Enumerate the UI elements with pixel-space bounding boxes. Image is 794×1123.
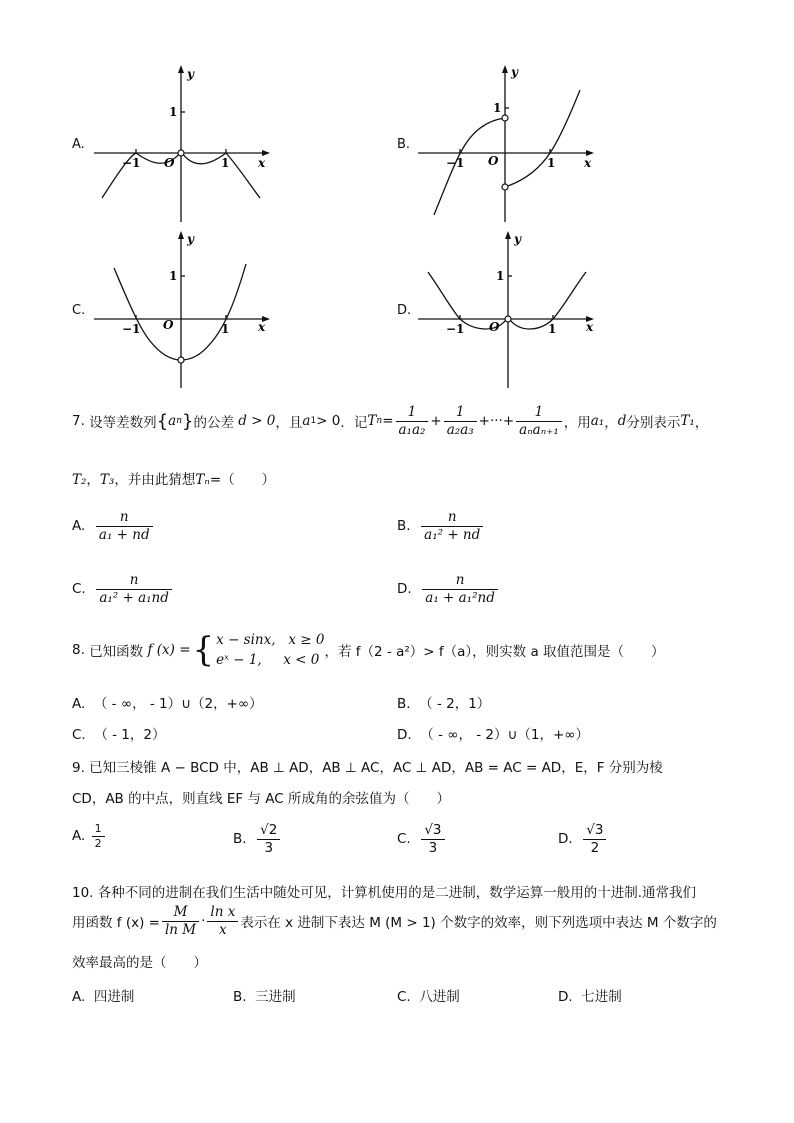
q9-option-a[interactable]: A. $\frac{1}{2}$ bbox=[72, 822, 107, 851]
svg-text:1: 1 bbox=[493, 101, 502, 115]
y-label: y bbox=[187, 67, 194, 81]
q7-option-d[interactable]: D. $\frac{n}{\text{a₁ + a₁²nd}}$ bbox=[397, 572, 500, 607]
svg-text:x: x bbox=[584, 156, 592, 170]
option-b-label: B. bbox=[397, 137, 411, 152]
svg-text:1: 1 bbox=[221, 322, 230, 336]
svg-text:O: O bbox=[488, 154, 499, 168]
svg-text:1: 1 bbox=[547, 156, 556, 170]
q10-option-a[interactable]: A. 四进制 bbox=[72, 989, 135, 1005]
q8-option-a[interactable]: A. （ - ∞， - 1）∪（2，+∞） bbox=[72, 696, 263, 712]
q9-option-d[interactable]: D. $\frac{√3}{2}$ bbox=[558, 822, 608, 857]
svg-text:−1: −1 bbox=[446, 156, 465, 170]
graph-c bbox=[90, 226, 280, 396]
q10-option-d[interactable]: D. 七进制 bbox=[558, 989, 622, 1005]
svg-text:1: 1 bbox=[548, 322, 557, 336]
curve bbox=[114, 264, 246, 360]
svg-text:−1: −1 bbox=[446, 322, 465, 336]
q10-stem-line3: 效率最高的是（ ） bbox=[72, 955, 207, 971]
x-label: x bbox=[258, 156, 266, 170]
q7-option-c[interactable]: C. $\frac{n}{\text{a₁² + a₁nd}}$ bbox=[72, 572, 174, 607]
q10-stem-line1: 10. 各种不同的进制在我们生活中随处可见，计算机使用的是二进制，数学运算一般用的十进制.通常我们 bbox=[72, 885, 697, 901]
svg-text:y: y bbox=[187, 232, 194, 246]
q7-line2: T₂，T₃，并由此猜想Tₙ=（ ） bbox=[72, 472, 276, 488]
q7-option-a[interactable]: A. $\frac{n}{\text{a₁ + nd}}$ bbox=[72, 509, 155, 544]
svg-text:y: y bbox=[514, 232, 521, 246]
y-one: 1 bbox=[169, 105, 178, 119]
curve-right bbox=[505, 90, 580, 187]
svg-text:y: y bbox=[511, 65, 518, 79]
svg-text:−1: −1 bbox=[122, 322, 141, 336]
q8-option-b[interactable]: B. （ - 2，1） bbox=[397, 696, 491, 712]
q9-option-b[interactable]: B. $\frac{√2}{3}$ bbox=[233, 822, 282, 857]
svg-text:1: 1 bbox=[169, 269, 178, 283]
y-axis-arrow bbox=[178, 65, 184, 73]
q8-option-c[interactable]: C. （ - 1，2） bbox=[72, 727, 166, 743]
option-d-label: D. bbox=[397, 303, 412, 318]
q10-stem-line2: 用函数 f (x) = $\frac{M}{\text{ln M}}$ · $\frac{\text{ln x}}{x}$ 表示在 x 进制下表达 M (M > 1) 个数字的效率，则下列选项中表达 M 个数字的 bbox=[72, 904, 717, 938]
option-a-label: A. bbox=[72, 137, 85, 152]
x-neg-one: −1 bbox=[122, 156, 141, 170]
svg-text:1: 1 bbox=[496, 269, 505, 283]
svg-text:x: x bbox=[586, 320, 594, 334]
q9-stem-line1: 9. 已知三棱锥 A − BCD 中，AB ⊥ AD，AB ⊥ AC，AC ⊥ AD，AB = AC = AD，E，F 分别为棱 bbox=[72, 760, 663, 776]
svg-text:x: x bbox=[258, 320, 266, 334]
graph-b bbox=[414, 60, 604, 230]
graph-a bbox=[90, 60, 280, 230]
q8-option-d[interactable]: D. （ - ∞， - 2）∪（1，+∞） bbox=[397, 727, 590, 743]
q7-option-b[interactable]: B. $\frac{n}{\text{a₁² + nd}}$ bbox=[397, 509, 485, 544]
svg-text:O: O bbox=[163, 318, 174, 332]
option-c-label: C. bbox=[72, 303, 86, 318]
q7-line1: 7. 设等差数列 { a n } 的公差 d > 0 ，且 a 1 > 0 ．记 T n = $\frac{1}{\text{a₁a₂}}$ + $\frac{1}{\text{a₂a₃}}$ +···+ $\frac{1}{\text{aₙaₙ₊₁}}$ ，用 a₁ ， d 分别表示 T₁ ， bbox=[72, 404, 709, 438]
curve-right bbox=[510, 272, 586, 329]
q10-option-b[interactable]: B. 三进制 bbox=[233, 989, 296, 1005]
q10-option-c[interactable]: C. 八进制 bbox=[397, 989, 460, 1005]
q8-stem: 8. 已知函数 f (x) = { x − sinx, x ≥ 0 eˣ − 1, x < 0 ，若 f（2 - a²）> f（a），则实数 a 取值范围是（ ） bbox=[72, 630, 665, 670]
x-one: 1 bbox=[221, 156, 230, 170]
origin: O bbox=[164, 156, 175, 170]
svg-text:O: O bbox=[489, 320, 500, 334]
graph-d bbox=[414, 226, 604, 396]
open-point bbox=[178, 150, 184, 156]
q9-stem-line2: CD，AB 的中点，则直线 EF 与 AC 所成角的余弦值为（ ） bbox=[72, 791, 450, 807]
q9-option-c[interactable]: C. $\frac{√3}{3}$ bbox=[397, 822, 447, 857]
